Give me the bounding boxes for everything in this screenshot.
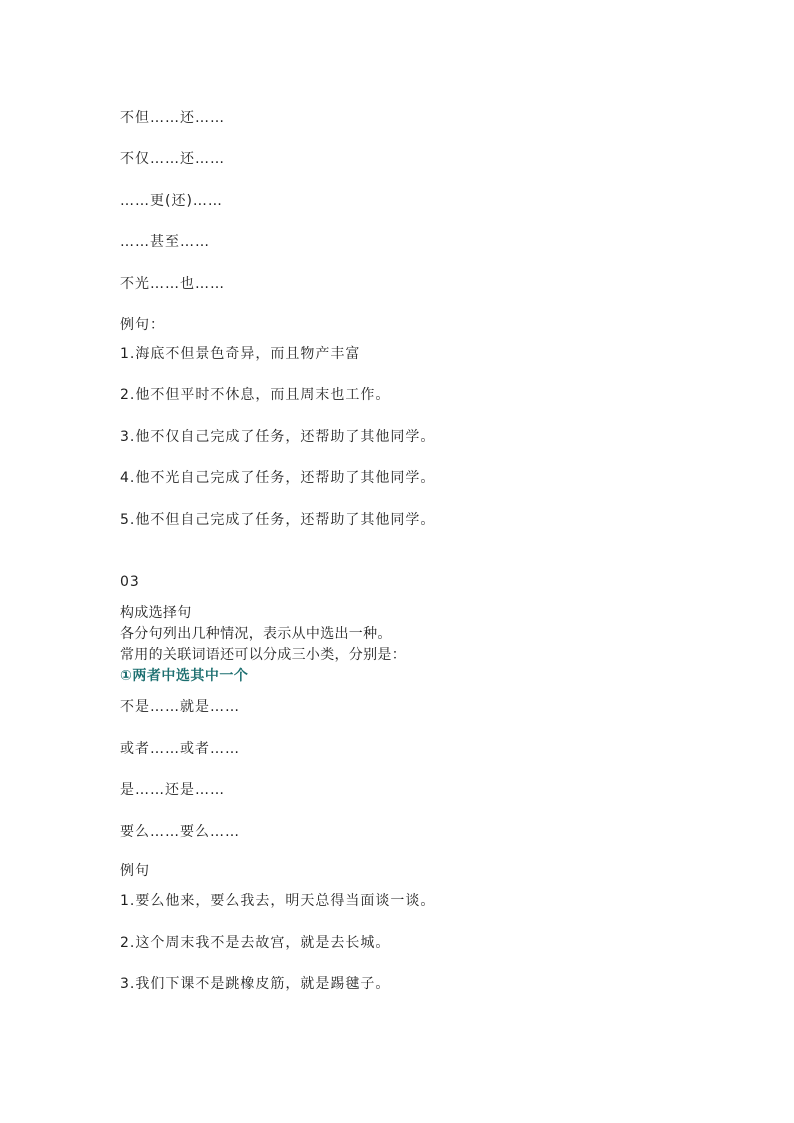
example-sentence: 4.他不光自己完成了任务，还帮助了其他同学。 — [120, 470, 436, 486]
pattern-line: ……甚至…… — [120, 234, 210, 250]
pattern-line: 不是……就是…… — [120, 699, 240, 715]
pattern-line: 不但……还…… — [120, 110, 225, 126]
example-sentence: 1.海底不但景色奇异，而且物产丰富 — [120, 346, 361, 362]
example-sentence: 3.我们下课不是跳橡皮筋，就是踢毽子。 — [120, 976, 391, 992]
section-title: 构成选择句 — [120, 605, 192, 621]
section-intro: 常用的关联词语还可以分成三小类，分别是： — [120, 647, 406, 663]
example-sentence: 1.要么他来，要么我去，明天总得当面谈一谈。 — [120, 893, 436, 909]
pattern-line: 不光……也…… — [120, 276, 225, 292]
example-sentence: 2.他不但平时不休息，而且周末也工作。 — [120, 387, 391, 403]
section-number: 03 — [120, 574, 140, 590]
pattern-line: 是……还是…… — [120, 782, 225, 798]
section-description: 各分句列出几种情况，表示从中选出一种。 — [120, 626, 392, 642]
subheading: ①两者中选其中一个 — [120, 668, 249, 684]
pattern-line: 或者……或者…… — [120, 741, 240, 757]
pattern-line: 不仅……还…… — [120, 151, 225, 167]
example-label: 例句 — [120, 863, 150, 879]
example-sentence: 5.他不但自己完成了任务，还帮助了其他同学。 — [120, 512, 436, 528]
pattern-line: 要么……要么…… — [120, 824, 240, 840]
example-sentence: 2.这个周末我不是去故宫，就是去长城。 — [120, 935, 391, 951]
example-label: 例句： — [120, 317, 165, 333]
pattern-line: ……更(还)…… — [120, 193, 223, 209]
example-sentence: 3.他不仅自己完成了任务，还帮助了其他同学。 — [120, 429, 436, 445]
